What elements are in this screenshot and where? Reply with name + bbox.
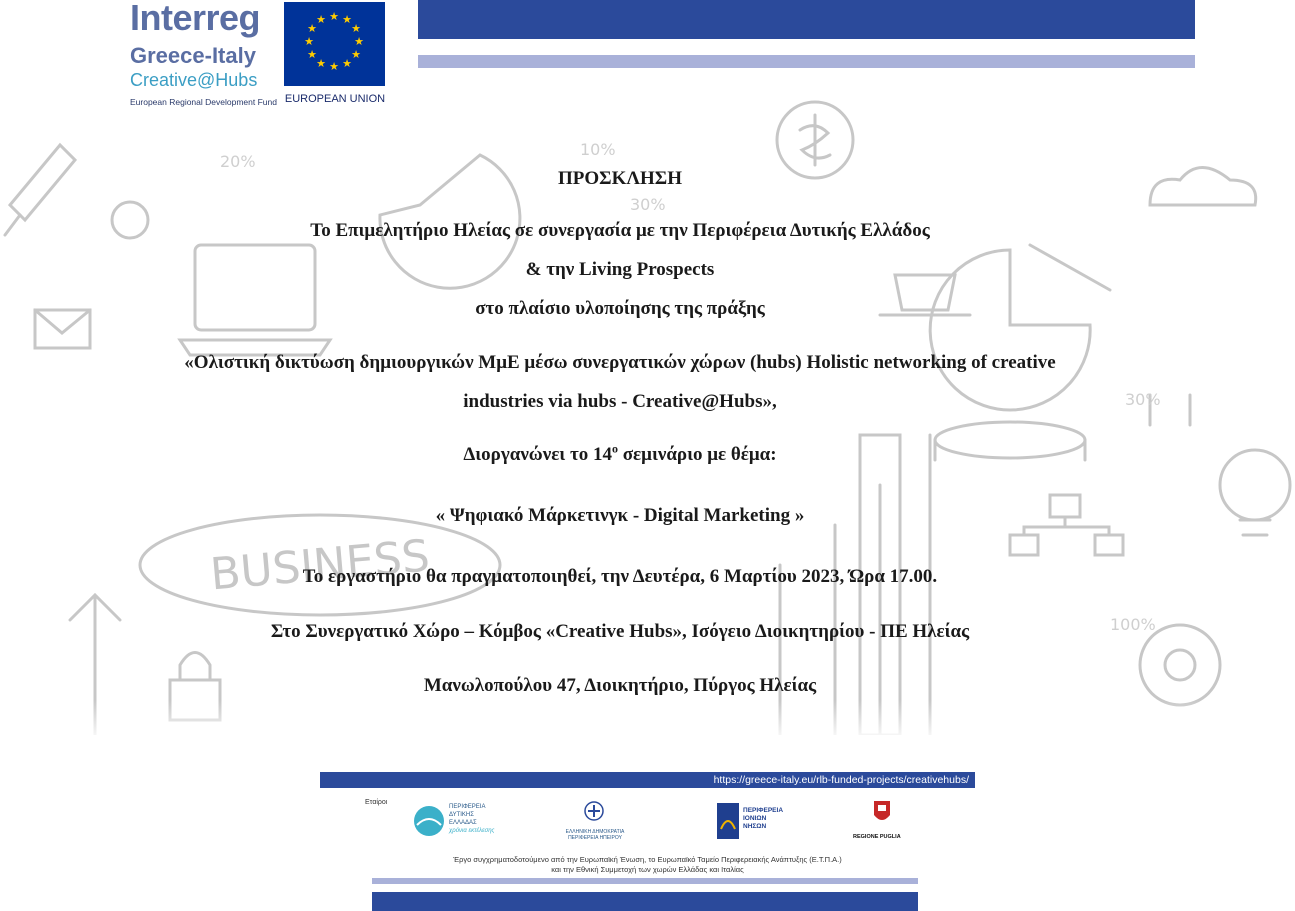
- seminar-topic: « Ψηφιακό Μάρκετινγκ - Digital Marketing »: [435, 505, 805, 526]
- ionian-islands-logo-icon: [717, 803, 739, 839]
- svg-text:10%: 10%: [580, 140, 616, 159]
- fund-name: European Regional Development Fund: [130, 97, 277, 107]
- hellenic-republic-emblem-icon: [583, 799, 605, 827]
- svg-text:100%: 100%: [1110, 615, 1156, 634]
- svg-text:★: ★: [304, 35, 314, 48]
- project-title-line-2: industries via hubs - Creative@Hubs»,: [463, 391, 777, 412]
- svg-text:★: ★: [316, 13, 326, 26]
- svg-text:BUSINESS: BUSINESS: [208, 530, 432, 601]
- project-title-line-1: «Ολιστική δικτύωση δημιουργικών ΜμΕ μέσω συνεργατικών χώρων (hubs) Holistic networking of creative: [184, 352, 1056, 373]
- interreg-wordmark: Interreg: [130, 0, 261, 38]
- partners-label: Εταίροι: [365, 799, 388, 806]
- puglia-coat-of-arms-icon: [873, 799, 891, 825]
- svg-text:★: ★: [351, 48, 361, 61]
- svg-text:★: ★: [329, 10, 339, 23]
- funding-statement: Έργο συγχρηματοδοτούμενο από την Ευρωπαϊκή Ένωση, το Ευρωπαϊκό Ταμείο Περιφερειακής Ανάπτυξης (Ε.Τ.Π.Α.) και την Εθνική Συμμετοχή των χωρών Ελλάδας και Ιταλίας: [453, 855, 842, 874]
- partner-ionian-islands: ΠΕΡΙΦΕΡΕΙΑ ΙΟΝΙΩΝ ΝΗΣΩΝ: [743, 807, 784, 830]
- svg-text:★: ★: [351, 22, 361, 35]
- project-url-link[interactable]: https://greece-italy.eu/rlb-funded-projects/creativehubs/: [713, 774, 969, 786]
- svg-text:★: ★: [307, 22, 317, 35]
- partners-strip: [365, 795, 920, 850]
- header-band: [418, 0, 1195, 39]
- svg-text:★: ★: [316, 57, 326, 70]
- event-date: Το εργαστήριο θα πραγματοποιηθεί, την Δευτέρα, 6 Μαρτίου 2023, Ώρα 17.00.: [302, 566, 938, 587]
- context-line: στο πλαίσιο υλοποίησης της πράξης: [475, 298, 765, 319]
- programme-name: Greece-Italy: [130, 43, 256, 68]
- interreg-logo: [130, 0, 290, 108]
- event-venue: Στο Συνεργατικό Χώρο – Κόμβος «Creative Hubs», Ισόγειο Διοικητηρίου - ΠΕ Ηλείας: [270, 621, 970, 642]
- svg-text:★: ★: [342, 13, 352, 26]
- project-name: Creative@Hubs: [130, 70, 258, 90]
- eu-label: EUROPEAN UNION: [284, 93, 386, 105]
- footer-url-bar: [320, 772, 975, 788]
- svg-text:★: ★: [354, 35, 364, 48]
- svg-text:20%: 20%: [220, 152, 256, 171]
- svg-text:★: ★: [307, 48, 317, 61]
- footer-thin-band: [372, 878, 918, 884]
- western-greece-logo-icon: [413, 803, 445, 839]
- header-thin-band: [418, 55, 1195, 68]
- partner-puglia: REGIONE PUGLIA: [853, 834, 901, 840]
- event-address: Μανωλοπούλου 47, Διοικητήριο, Πύργος Ηλείας: [423, 675, 817, 696]
- eu-flag-icon: [284, 2, 385, 86]
- svg-text:30%: 30%: [1125, 390, 1161, 409]
- svg-text:★: ★: [342, 57, 352, 70]
- svg-text:30%: 30%: [630, 195, 666, 214]
- partner-epirus: ΕΛΛΗΝΙΚΗ ΔΗΜΟΚΡΑΤΙΑ ΠΕΡΙΦΕΡΕΙΑ ΗΠΕΙΡΟΥ: [565, 829, 625, 841]
- footer-band: [372, 892, 918, 911]
- invitation-title: ΠΡΟΣΚΛΗΣΗ: [558, 168, 682, 189]
- seminar-line: Διοργανώνει το $14^o$ σεμινάριο με θέμα:: [463, 441, 777, 465]
- organizer-line: Το Επιμελητήριο Ηλείας σε συνεργασία με την Περιφέρεια Δυτικής Ελλάδος: [310, 220, 930, 241]
- background-fade: [0, 700, 1295, 760]
- svg-text:★: ★: [329, 60, 339, 73]
- partner-western-greece: ΠΕΡΙΦΕΡΕΙΑ ΔΥΤΙΚΗΣ ΕΛΛΑΔΑΣ χρόνια εκτέλεσης: [449, 804, 495, 834]
- partner-line: & την Living Prospects: [525, 259, 715, 280]
